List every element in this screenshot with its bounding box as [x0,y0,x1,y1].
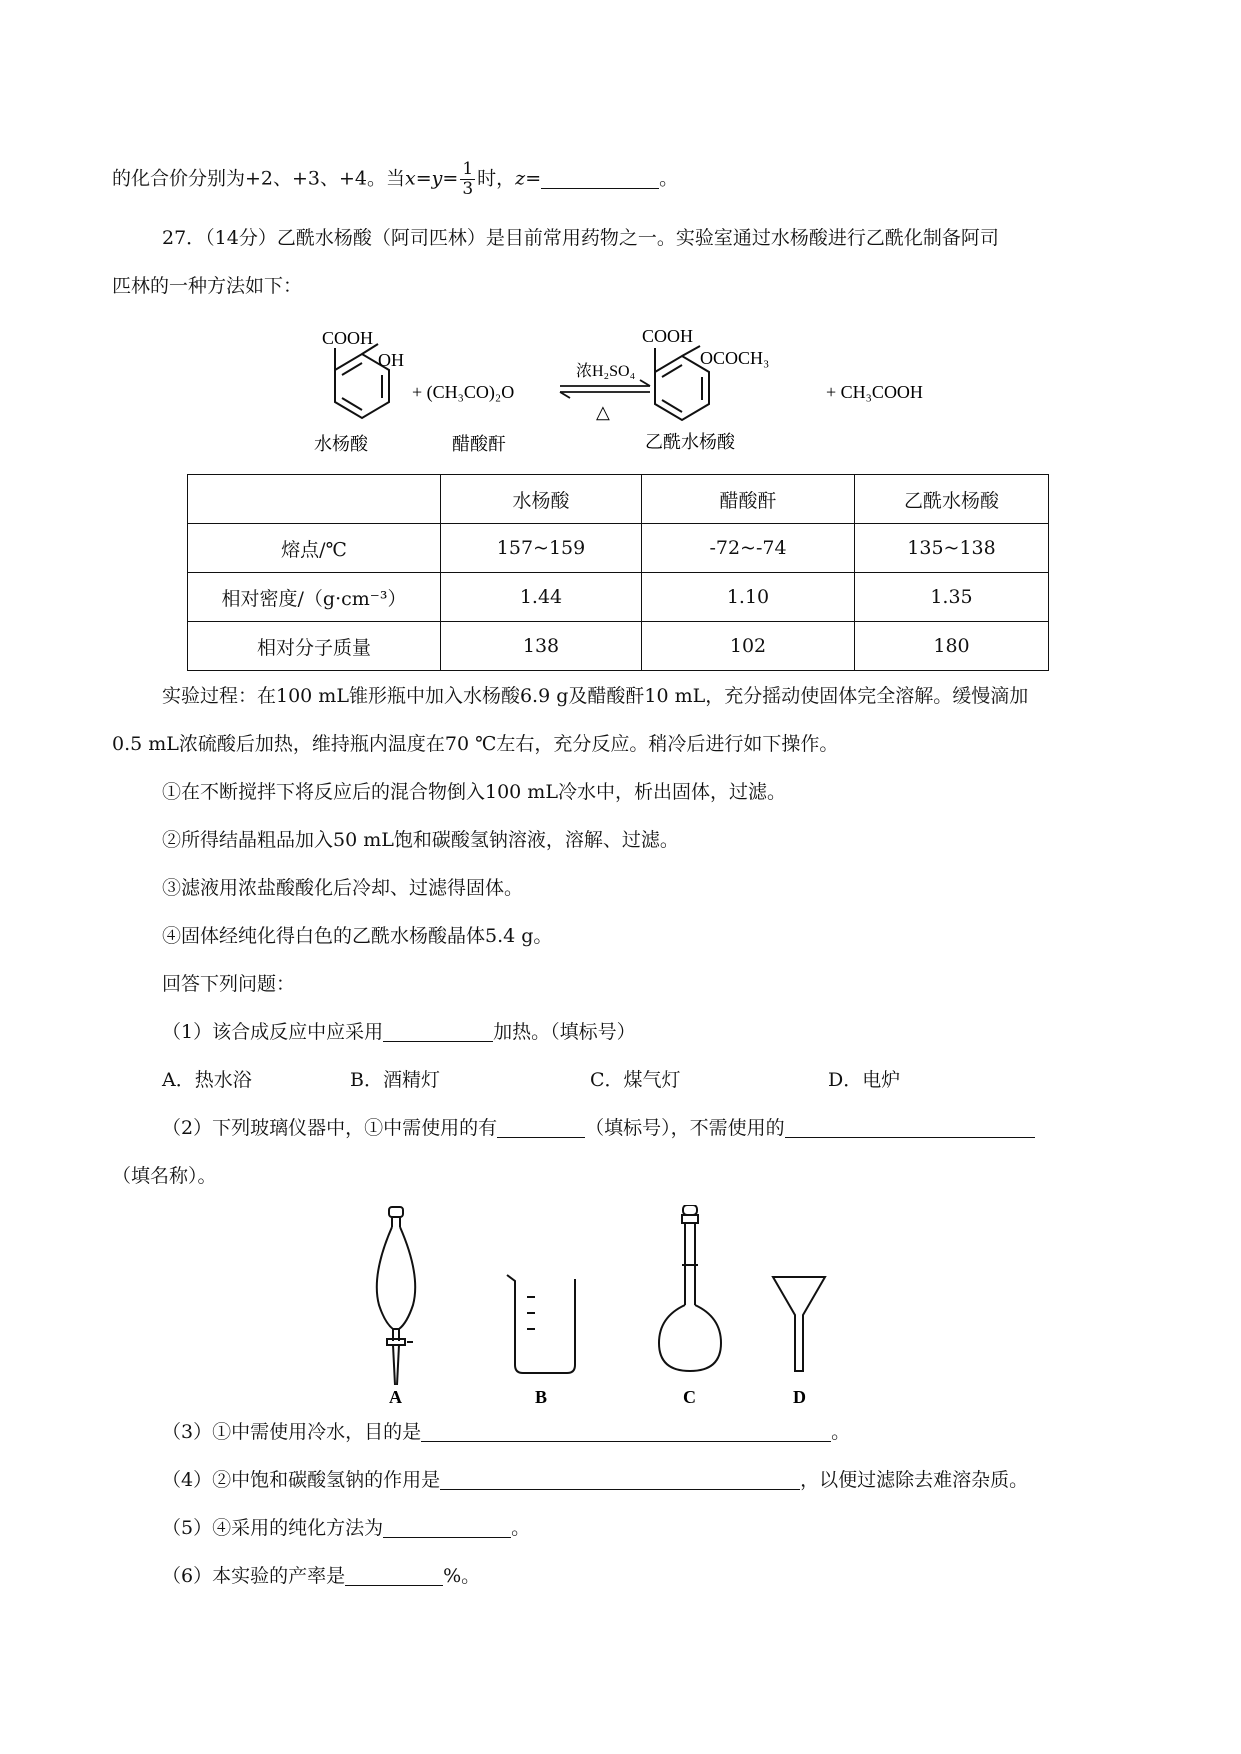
reaction-equation [290,320,940,460]
apparatus-label-d: D [793,1387,806,1405]
table-cell: -72~-74 [642,524,855,573]
question-3-suffix: 。 [831,1421,851,1443]
question-5-text: （5）④采用的纯化方法为 [162,1517,384,1539]
reactant-cooh: COOH [322,328,374,348]
table-cell: 135~138 [855,524,1049,573]
process-line1: 实验过程：在100 mL锥形瓶中加入水杨酸6.9 g及醋酸酐10 mL，充分摇动使固体完全溶解。缓慢滴加 [162,685,1029,707]
apparatus-label-c: C [683,1387,696,1405]
apparatus-label-a: A [389,1387,402,1405]
apparatus-label-b: B [535,1387,548,1405]
heat-symbol: △ [596,402,610,422]
question-2-mid: （填标号），不需使用的 [585,1117,785,1139]
process-line2: 0.5 mL浓硫酸后加热，维持瓶内温度在70 ℃左右，充分反应。稍冷后进行如下操作。 [112,733,839,755]
table-cell: 相对分子质量 [188,622,441,671]
fraction-denominator: 3 [462,179,474,199]
option-a: A．热水浴 [162,1069,252,1091]
apparatus-figure [355,1205,895,1405]
answer-blank-q2b[interactable] [785,1115,1035,1138]
answer-prompt: 回答下列问题： [162,973,296,995]
question-1 [162,1018,636,1046]
answer-blank-q3[interactable] [421,1419,831,1442]
table-header-cell: 水杨酸 [441,475,642,524]
table-row [188,622,1049,671]
option-b: B．酒精灯 [350,1069,440,1091]
var-z: z [515,167,526,190]
table-cell: 相对密度/（g·cm⁻³） [188,573,441,622]
table-header-row [188,475,1049,524]
var-y: y [431,167,443,190]
fraction-numerator: 1 [462,159,474,179]
label-salicylic-acid: 水杨酸 [314,434,368,454]
reactant-anhydride: + (CH₃CO)₂O [412,382,515,402]
answer-blank-q5[interactable] [383,1515,511,1538]
intro-end: 。 [659,167,679,190]
question-3-text: （3）①中需使用冷水，目的是 [162,1421,422,1443]
answer-blank-q2a[interactable] [497,1115,585,1138]
product-cooh: COOH [642,326,694,346]
question-5 [162,1514,530,1542]
reversible-arrow-icon [560,380,650,398]
table-cell: 熔点/℃ [188,524,441,573]
reactant-oh: OH [378,350,404,370]
table-cell: 102 [642,622,855,671]
equals-sign-1: = [415,167,432,190]
var-x: x [405,167,416,190]
question-1-suffix: 加热。（填标号） [493,1021,636,1043]
table-cell: 180 [855,622,1049,671]
volumetric-flask-icon [659,1205,721,1371]
question-4-text: （4）②中饱和碳酸氢钠的作用是 [162,1469,441,1491]
question-3 [162,1418,850,1446]
question-2 [162,1114,1035,1142]
process-step2: ②所得结晶粗品加入50 mL饱和碳酸氢钠溶液，溶解、过滤。 [162,829,679,851]
fraction [460,160,475,199]
question-2-text: （2）下列玻璃仪器中，①中需使用的有 [162,1117,498,1139]
table-cell: 157~159 [441,524,642,573]
process-step4: ④固体经纯化得白色的乙酰水杨酸晶体5.4 g。 [162,925,553,947]
table-cell: 1.10 [642,573,855,622]
beaker-icon [507,1275,575,1373]
table-row [188,524,1049,573]
question-27-line1: 27．（14分）乙酰水杨酸（阿司匹林）是目前常用药物之一。实验室通过水杨酸进行乙酰化制备阿司 [162,227,999,249]
answer-blank-z[interactable] [541,166,659,189]
question-4-suffix: ，以便过滤除去难溶杂质。 [800,1469,1029,1491]
label-anhydride: 醋酸酐 [452,434,506,454]
table-header-cell: 乙酰水杨酸 [855,475,1049,524]
table-cell: 1.44 [441,573,642,622]
process-step3: ③滤液用浓盐酸酸化后冷却、过滤得固体。 [162,877,524,899]
intro-text: 的化合价分别为+2、+3、+4。当 [112,167,406,190]
intro-text-2: 时， [477,167,516,190]
intro-line [112,160,678,199]
table-header-cell: 醋酸酐 [642,475,855,524]
separatory-funnel-icon [377,1207,415,1385]
answer-blank-q6[interactable] [345,1563,443,1586]
question-2-line2: （填名称）。 [112,1165,217,1187]
label-aspirin: 乙酰水杨酸 [645,432,735,452]
table-cell: 138 [441,622,642,671]
question-1-text: （1）该合成反应中应采用 [162,1021,384,1043]
option-d: D．电炉 [828,1069,901,1091]
question-6-text: （6）本实验的产率是 [162,1565,346,1587]
catalyst-label: 浓H₂SO₄ [576,363,636,380]
equals-sign-3: = [525,167,542,190]
product-acetic-acid: + CH₃COOH [826,382,923,402]
properties-table [187,474,1049,671]
question-6-suffix: %。 [443,1565,481,1587]
table-header-cell [188,475,441,524]
funnel-icon [773,1277,825,1371]
question-27-line2: 匹林的一种方法如下： [112,275,303,297]
process-step1: ①在不断搅拌下将反应后的混合物倒入100 mL冷水中，析出固体，过滤。 [162,781,786,803]
answer-blank-q4[interactable] [440,1467,800,1490]
product-ococh3: OCOCH₃ [700,348,770,368]
question-5-suffix: 。 [511,1517,531,1539]
question-6 [162,1562,480,1590]
table-cell: 1.35 [855,573,1049,622]
question-4 [162,1466,1028,1494]
option-c: C．煤气灯 [590,1069,681,1091]
answer-blank-q1[interactable] [383,1019,493,1042]
equals-sign-2: = [442,167,459,190]
table-row [188,573,1049,622]
